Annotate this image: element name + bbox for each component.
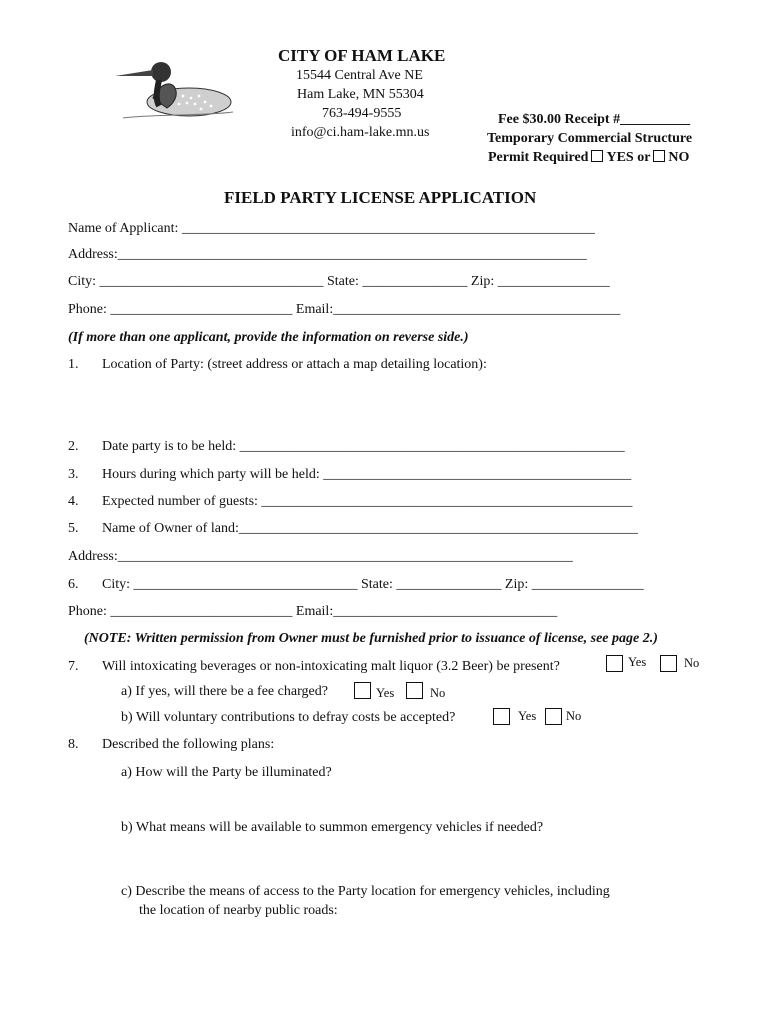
- q3-hours-field[interactable]: Hours during which party will be held: ____________________________________________: [102, 467, 632, 482]
- permit-no: NO: [668, 150, 690, 165]
- q8b-emergency-label: b) What means will be available to summon emergency vehicles if needed?: [121, 820, 544, 835]
- q7-yes-checkbox[interactable]: [606, 655, 623, 672]
- city-name: CITY OF HAM LAKE: [278, 46, 446, 65]
- permit-yes-checkbox[interactable]: [591, 150, 603, 162]
- email-address: info@ci.ham-lake.mn.us: [291, 125, 430, 140]
- q5-number: 5.: [68, 521, 79, 536]
- q7a-no-checkbox[interactable]: [406, 682, 423, 699]
- q7a-no-label: No: [430, 686, 446, 700]
- q7b-yes-checkbox[interactable]: [493, 708, 510, 725]
- q3-number: 3.: [68, 467, 79, 482]
- q1-location-label: Location of Party: (street address or attach a map detailing location):: [102, 357, 487, 372]
- structure-line: Temporary Commercial Structure: [487, 131, 693, 146]
- q7a-yes-checkbox[interactable]: [354, 682, 371, 699]
- q7b-yes-label: Yes: [518, 709, 537, 723]
- q8-plans-label: Described the following plans:: [102, 737, 275, 752]
- loon-bird-icon: [113, 58, 235, 122]
- q5-owner-name-field[interactable]: Name of Owner of land:_________________________________________________________: [102, 521, 638, 536]
- q7b-no-checkbox[interactable]: [545, 708, 562, 725]
- name-of-applicant-field[interactable]: Name of Applicant: ___________________________________________________________: [68, 221, 595, 236]
- q8a-illumination-label: a) How will the Party be illuminated?: [121, 765, 332, 780]
- q7a-yes-label: Yes: [376, 686, 395, 700]
- permit-required-line: [488, 150, 689, 166]
- owner-address-field[interactable]: Address:_________________________________________________________________: [68, 549, 573, 564]
- phone-number: 763-494-9555: [322, 106, 402, 121]
- form-title: FIELD PARTY LICENSE APPLICATION: [224, 188, 537, 207]
- q7b-no-label: No: [566, 709, 582, 723]
- q6-owner-city-state-zip-field[interactable]: City: ________________________________ State: _______________ Zip: ________________: [102, 577, 644, 592]
- reverse-side-note: (If more than one applicant, provide the information on reverse side.): [68, 330, 469, 345]
- q7-yes-label: Yes: [628, 655, 647, 669]
- q7-no-checkbox[interactable]: [660, 655, 677, 672]
- permit-yes-or: YES or: [606, 150, 651, 165]
- city-state-zip: Ham Lake, MN 55304: [297, 87, 424, 102]
- applicant-address-field[interactable]: Address:___________________________________________________________________: [68, 247, 587, 262]
- permit-no-checkbox[interactable]: [653, 150, 665, 162]
- q6-number: 6.: [68, 577, 79, 592]
- applicant-phone-email-field[interactable]: Phone: __________________________ Email:_________________________________________: [68, 302, 621, 317]
- q2-date-field[interactable]: Date party is to be held: _______________________________________________________: [102, 439, 625, 454]
- street-address: 15544 Central Ave NE: [296, 68, 423, 83]
- q7-number: 7.: [68, 659, 79, 674]
- q1-number: 1.: [68, 357, 79, 372]
- permit-label: Permit Required: [488, 150, 589, 165]
- q2-number: 2.: [68, 439, 79, 454]
- fee-line: Fee $30.00 Receipt #__________: [498, 112, 691, 127]
- applicant-city-state-zip-field[interactable]: City: ________________________________ State: _______________ Zip: ________________: [68, 274, 610, 289]
- owner-phone-email-field[interactable]: Phone: __________________________ Email:________________________________: [68, 604, 558, 619]
- q7-beverages-label: Will intoxicating beverages or non-intoxicating malt liquor (3.2 Beer) be present?: [102, 659, 560, 674]
- q8c-access-label-line2: the location of nearby public roads:: [139, 903, 338, 918]
- q7b-contributions-label: b) Will voluntary contributions to defray costs be accepted?: [121, 710, 456, 725]
- q8c-access-label-line1: c) Describe the means of access to the Party location for emergency vehicles, including: [121, 884, 610, 899]
- q4-number: 4.: [68, 494, 79, 509]
- q7-no-label: No: [684, 656, 700, 670]
- owner-permission-note: (NOTE: Written permission from Owner must be furnished prior to issuance of license, see page 2.): [84, 631, 658, 646]
- q8-number: 8.: [68, 737, 79, 752]
- q7a-fee-label: a) If yes, will there be a fee charged?: [121, 684, 328, 699]
- q4-guests-field[interactable]: Expected number of guests: _____________________________________________________: [102, 494, 633, 509]
